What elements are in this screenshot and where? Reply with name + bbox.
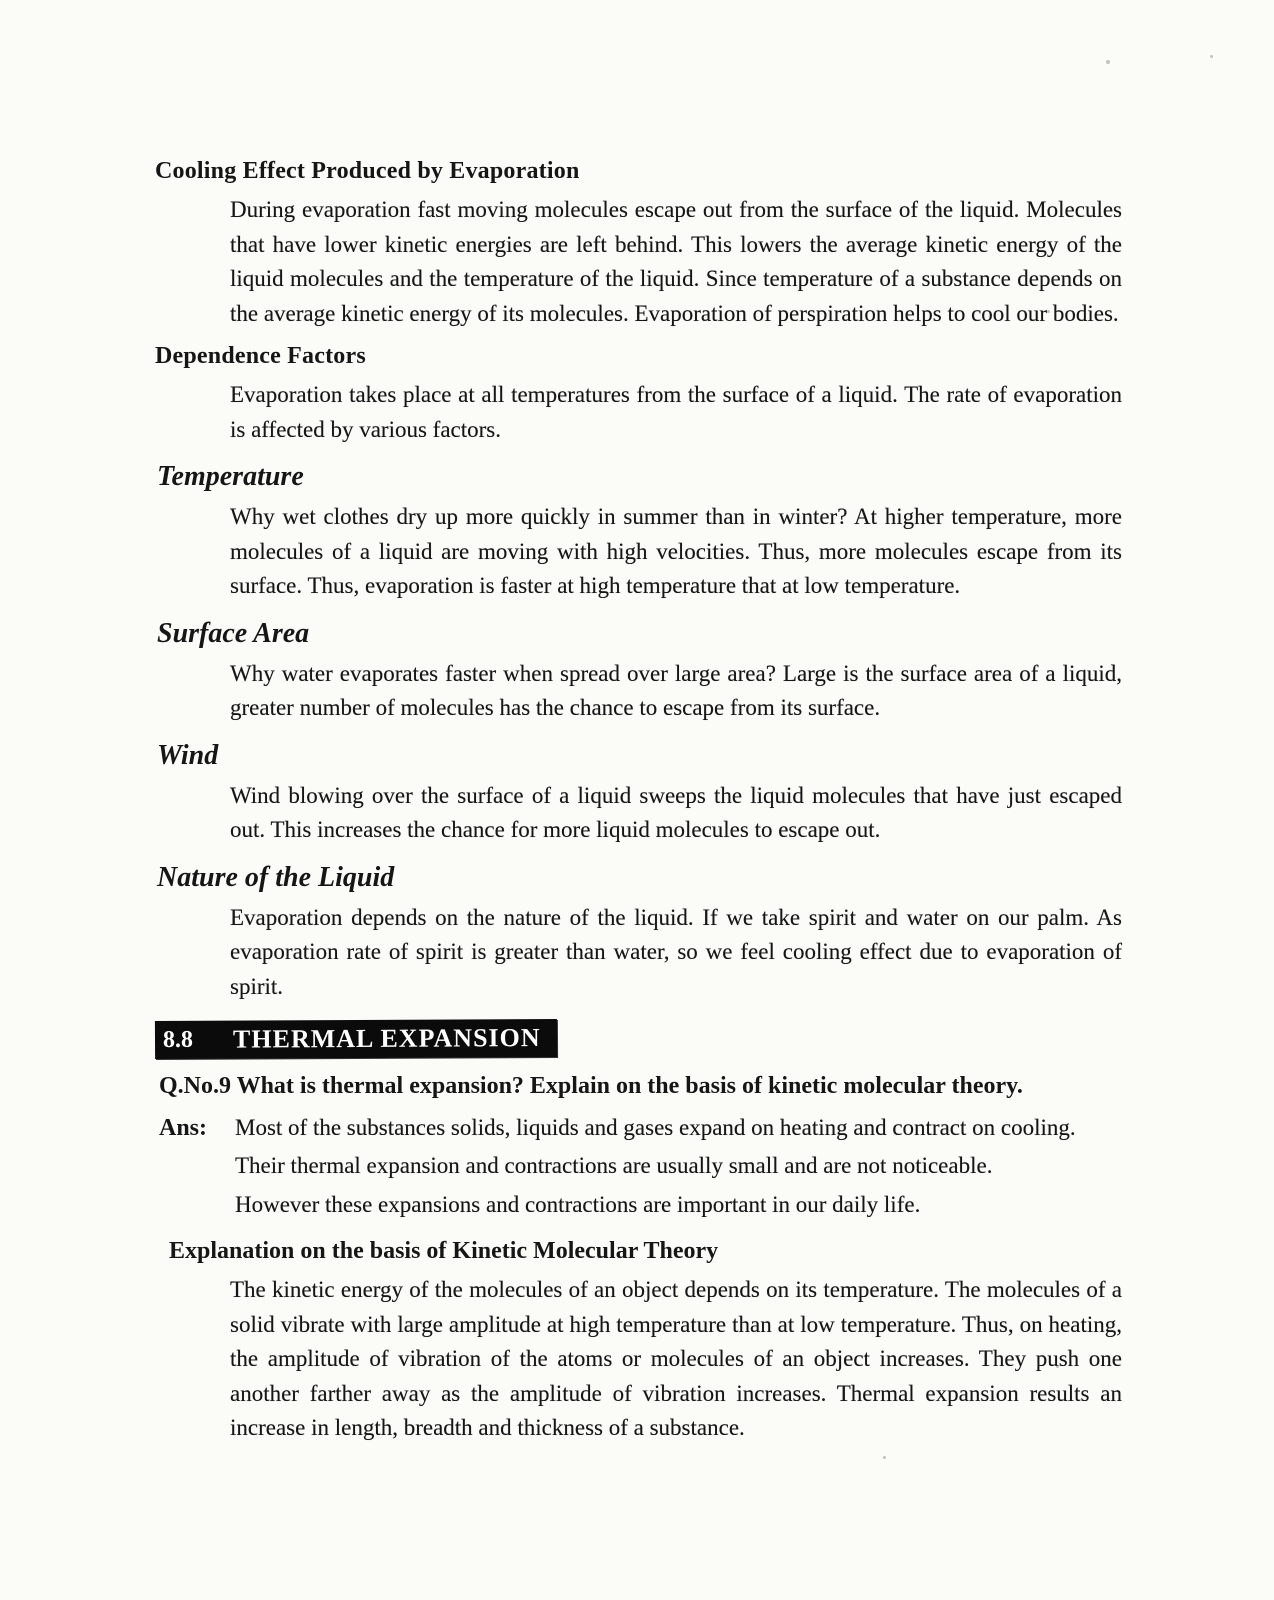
question-q9: Q.No.9 What is thermal expansion? Explain on the basis of kinetic molecular theory.: [159, 1073, 1023, 1100]
heading-dependence-factors: Dependence Factors: [155, 343, 366, 370]
heading-explanation-kmt: Explanation on the basis of Kinetic Molecular Theory: [169, 1238, 719, 1265]
paragraph-explanation-kmt: The kinetic energy of the molecules of an object depends on its temperature. The molecules of a solid vibrate with large amplitude at high temperature than at low temperature. Thus, on heating, the amplitude of vibration of the atoms or molecules of an object increases. They push one another farther away as the amplitude of vibration increases. Thermal expansion results an increase in length, breadth and thickness of a substance.: [230, 1277, 1122, 1441]
scan-speck: [1047, 310, 1050, 313]
paragraph-nature-of-liquid: Evaporation depends on the nature of the liquid. If we take spirit and water on our palm. As evaporation rate of spirit is greater than water, so we feel cooling effect due to evaporation of spirit.: [230, 904, 1122, 999]
heading-temperature: Temperature: [157, 461, 304, 493]
section-title: THERMAL EXPANSION: [232, 1023, 541, 1055]
answer-paragraph: Most of the substances solids, liquids and gases expand on heating and contract on cooling.: [235, 1114, 1076, 1140]
scan-speck: [883, 1456, 886, 1459]
answer-block: [159, 1111, 1122, 1227]
paragraph-surface-area: Why water evaporates faster when spread over large area? Large is the surface area of a liquid, greater number of molecules has the chance to escape from its surface.: [230, 660, 1122, 721]
paragraph-dependence-factors: Evaporation takes place at all temperatures from the surface of a liquid. The rate of evaporation is affected by various factors.: [230, 382, 1122, 442]
paragraph-cooling-effect: During evaporation fast moving molecules escape out from the surface of the liquid. Molecules that have lower kinetic energies are left behind. This lowers the average kinetic energy of the liquid molecules and the temperature of the liquid. Since temperature of a substance depends on the average kinetic energy of its molecules. Evaporation of perspiration helps to cool our bodies.: [230, 197, 1122, 326]
answer-body: [235, 1111, 1122, 1227]
paragraph-temperature: Why wet clothes dry up more quickly in summer than in winter? At higher temperature, more molecules of a liquid are moving with high velocities. Thus, more molecules escape from its surface. Thus, evaporation is faster at high temperature that at low temperature.: [230, 504, 1122, 599]
heading-wind: Wind: [157, 739, 219, 771]
heading-cooling-effect: Cooling Effect Produced by Evaporation: [155, 158, 580, 184]
scan-speck: [1106, 60, 1110, 64]
answer-paragraph: However these expansions and contractions are important in our daily life.: [235, 1191, 921, 1217]
answer-paragraph: Their thermal expansion and contractions are usually small and are not noticeable.: [235, 1153, 993, 1179]
section-banner-thermal-expansion: [155, 1019, 557, 1059]
heading-nature-of-liquid: Nature of the Liquid: [157, 861, 395, 893]
section-number: 8.8: [162, 1026, 194, 1053]
scan-speck: [1056, 1365, 1059, 1368]
heading-surface-area: Surface Area: [157, 617, 310, 649]
paragraph-wind: Wind blowing over the surface of a liquid sweeps the liquid molecules that have just escaped out. This increases the chance for more liquid molecules to escape out.: [230, 782, 1122, 843]
scan-speck: [1210, 55, 1213, 58]
answer-label: Ans:: [159, 1114, 208, 1141]
